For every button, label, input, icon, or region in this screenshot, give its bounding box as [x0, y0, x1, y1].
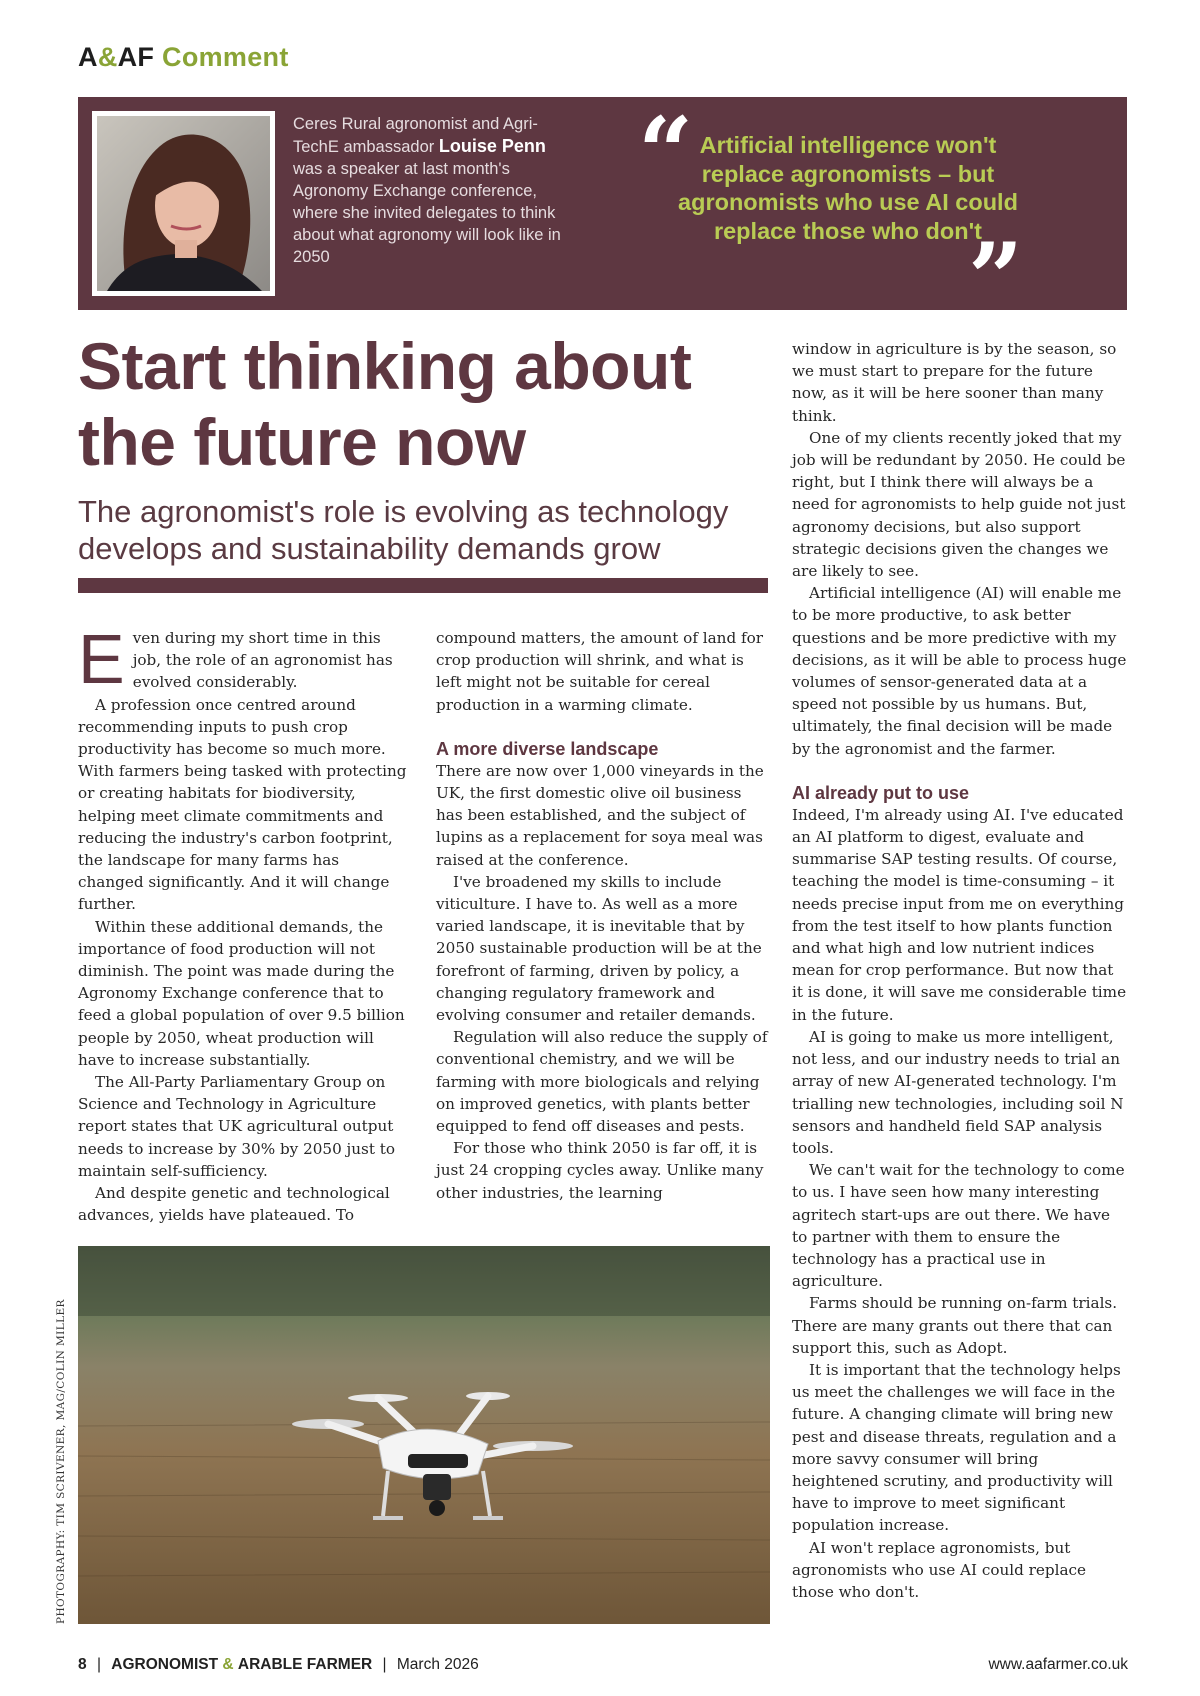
paragraph: For those who think 2050 is far off, it is just 24 cropping cycles away. Unlike many other industries, the learning: [436, 1139, 764, 1202]
author-portrait: [92, 111, 275, 296]
paragraph: Farms should be running on-farm trials. There are many grants out there that can support this, such as Adopt.: [792, 1294, 1118, 1357]
author-name: Louise Penn: [438, 136, 546, 156]
paragraph: AI is going to make us more intelligent, not less, and our industry needs to trial an array of new AI-generated technology. I'm trialling new technologies, including soil N sensors and handheld field SAP analysis tools.: [792, 1027, 1124, 1157]
paragraph: I've broadened my skills to include viticulture. I have to. As well as a more varied landscape, it is inevitable that by 2050 sustainable production will be at the forefront of farming, driven by policy, a changing regulatory framework and evolving consumer and retailer demands.: [436, 872, 762, 1025]
paragraph: [78, 620, 408, 698]
author-banner: [78, 96, 1127, 335]
bio-intro: Ceres Rural agronomist and Agri-TechE ambassador: [293, 115, 538, 156]
magazine-name-part1: AGRONOMIST: [111, 1656, 219, 1673]
pull-quote: [638, 96, 1058, 335]
subheading: A more diverse landscape: [436, 738, 659, 759]
footer: [78, 1656, 479, 1674]
paragraph: compound matters, the amount of land for crop production will shrink, and what is left might not be suitable for cereal production in a warming climate.: [436, 629, 764, 714]
magazine-name-part2: ARABLE FARMER: [237, 1656, 373, 1673]
pull-quote-text: Artificial intelligence won't replace agronomists – but agronomists who use AI could replace those who don't: [678, 132, 1018, 244]
paragraph: It is important that the technology helps us meet the challenges we will face in the future. A changing climate will bring new pest and disease threats, regulation and a more savvy consumer will bring heightened scrutiny, and productivity will have to improve to meet significant population increase.: [792, 1360, 1121, 1535]
paragraph: Indeed, I'm already using AI. I've educated an AI platform to digest, evaluate and summarise SAP testing results. Of course, teaching the model is time-consuming – it needs precise input from me on everything from the test itself to how plants function and what high and low nutrient indices mean for crop performance. But now that it is done, it will save me considerable time in the future.: [792, 805, 1127, 1024]
page-number: 8: [78, 1656, 87, 1673]
drone-image-icon: [78, 1246, 770, 1624]
close-quote-icon: ”: [968, 222, 1024, 335]
separator: |: [382, 1656, 387, 1673]
website-link[interactable]: www.aafarmer.co.uk: [988, 1656, 1128, 1673]
paragraph-text: ven during my short time in this job, the role of an agronomist has evolved considerably.: [132, 629, 393, 692]
photo-credit: PHOTOGRAPHY: TIM SCRIVENER, MAG/COLIN MILLER: [55, 1299, 67, 1624]
headline-rule: [78, 578, 768, 593]
headline: Start thinking about the future now: [78, 329, 692, 479]
spacer: [436, 716, 771, 738]
standfirst: The agronomist's role is evolving as technology develops and sustainability demands grow: [78, 494, 729, 566]
paragraph: The All-Party Parliamentary Group on Science and Technology in Agriculture report states that UK agricultural output needs to increase by 30% by 2050 just to maintain self-sufficiency.: [78, 1073, 396, 1180]
magazine-amp: &: [222, 1656, 234, 1673]
paragraph: We can't wait for the technology to come to us. I have seen how many interesting agritech start-ups are out there. We have to partner with them to ensure the technology has a practical use in agriculture.: [792, 1161, 1125, 1291]
bio-detail: was a speaker at last month's Agronomy Exchange conference, where she invited delegates to think about what agronomy will look like in 2050: [293, 160, 561, 266]
paragraph: Artificial intelligence (AI) will enable me to be more productive, to ask better questions and be more predictive with my decisions, as it will be able to process huge volumes of sensor-generated data at a speed not possible by us humans. But, ultimately, the final decision will be made by the agronomist and the farmer.: [792, 584, 1127, 758]
author-bio: [293, 113, 563, 268]
drop-cap: E: [78, 620, 125, 698]
open-quote-icon: “: [638, 96, 694, 209]
paragraph: There are now over 1,000 vineyards in the UK, the first domestic olive oil business has been established, and the subject of lupins as a replacement for soya meal was raised at the conference.: [436, 761, 764, 869]
brand-a: A: [78, 42, 98, 72]
drone-photo: [78, 1246, 770, 1624]
paragraph: One of my clients recently joked that my job will be redundant by 2050. He could be right, but I think there will always be a need for agronomists to help guide not just agronomy decisions, but also support strategic decisions given the changes we are likely to see.: [792, 428, 1126, 581]
paragraph: Within these additional demands, the importance of food production will not diminish. The point was made during the Agronomy Exchange conference that to feed a global population of over 9.5 billion people by 2050, wheat production will have to increase substantially.: [78, 917, 405, 1069]
separator: |: [96, 1656, 101, 1673]
brand-amp: &: [97, 42, 118, 72]
paragraph: Regulation will also reduce the supply of conventional chemistry, and we will be farming with more biologicals and relying on improved genetics, with plants better equipped to fend off diseases and pests.: [436, 1028, 768, 1136]
issue-date: March 2026: [396, 1656, 479, 1673]
paragraph: And despite genetic and technological advances, yields have plateaued. To: [78, 1184, 390, 1225]
section-header: [78, 42, 289, 73]
section-label: Comment: [162, 42, 289, 72]
article-column-1: [78, 620, 408, 1226]
spacer: [792, 760, 1129, 782]
author-photo-icon: [97, 116, 270, 291]
paragraph: A profession once centred around recommending inputs to push crop productivity has become so much more. With farmers being tasked with protecting or creating habitats for biodiversity, helping meet climate commitments and reducing the industry's carbon footprint, the landscape for many farms has changed significantly. And it will change further.: [78, 695, 407, 914]
paragraph: window in agriculture is by the season, so we must start to prepare for the future now, as it will be here sooner than many think.: [792, 340, 1117, 425]
article-column-3: [792, 338, 1129, 1603]
paragraph: AI won't replace agronomists, but agronomists who use AI could replace those who don't.: [792, 1538, 1087, 1601]
subheading: AI already put to use: [792, 782, 970, 803]
brand-af: AF: [117, 42, 155, 72]
article-column-2: [436, 627, 771, 1204]
